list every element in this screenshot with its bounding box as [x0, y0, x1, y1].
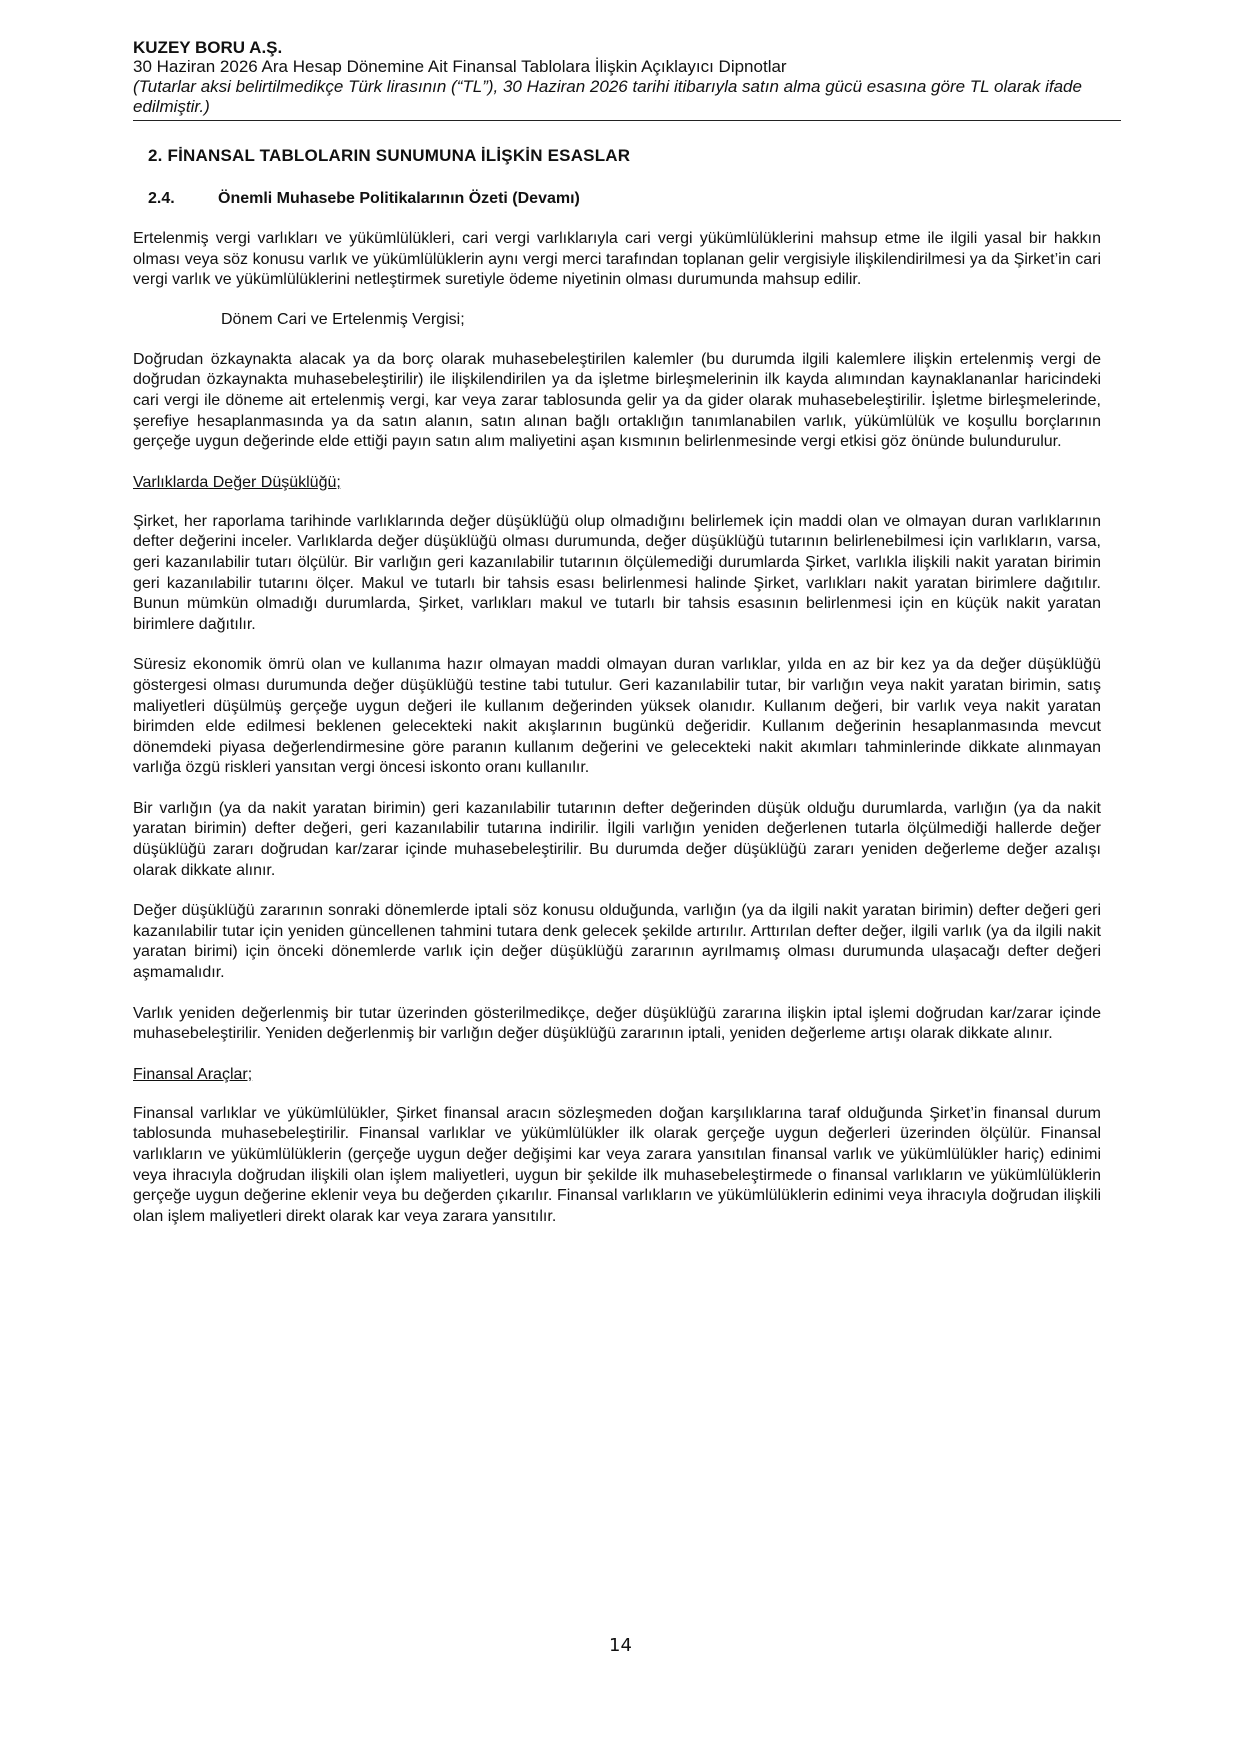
paragraph-impairment-3: Bir varlığın (ya da nakit yaratan birimin) geri kazanılabilir tutarının defter değerinden düşük olduğu durumlarda, varlığın (ya da nakit yaratan birimin) defter değeri, geri kazanılabilir tutarına indirilir. İlgili varlığın yeniden değerlenen tutarla ölçülmediği hallerde değer düşüklüğü zararı doğrudan kar/zarar içinde muhasebeleştirilir. Bu durumda değer düşüklüğü zararı yeniden değerleme değer azalışı olarak dikkate alınır.	[133, 799, 1101, 879]
subsection-title	[148, 189, 1121, 209]
paragraph-offsetting: Ertelenmiş vergi varlıkları ve yükümlülükleri, cari vergi varlıklarıyla cari vergi yükümlülüklerini mahsup etme ile ilgili yasal bir hakkın olması veya söz konusu varlık ve yükümlülüklerin aynı vergi merci tarafından toplanan gelir vergisiyle ilişkilendirilmesi ya da Şirket’in cari vergi varlık ve yükümlülüklerini netleştirmek suretiyle ödeme niyetinin olması durumunda mahsup edilir.	[133, 230, 1101, 289]
header-divider	[133, 120, 1121, 121]
company-name: KUZEY BORU A.Ş.	[133, 38, 283, 57]
report-subtitle: 30 Haziran 2026 Ara Hesap Dönemine Ait Finansal Tablolara İlişkin Açıklayıcı Dipnotlar	[133, 57, 787, 76]
page-number: 14	[609, 1635, 632, 1656]
page-header	[133, 38, 1121, 121]
impairment-heading: Varlıklarda Değer Düşüklüğü;	[133, 473, 341, 491]
currency-note: (Tutarlar aksi belirtilmedikçe Türk lirasının (“TL”), 30 Haziran 2026 tarihi itibarıyla satın alma gücü esasına göre TL olarak ifade edilmiştir.)	[133, 77, 1082, 116]
subsection-number: 2.4.	[148, 190, 175, 207]
paragraph-impairment-1: Şirket, her raporlama tarihinde varlıklarında değer düşüklüğü olup olmadığını belirlemek için maddi olan ve olmayan duran varlıklarının defter değerini inceler. Varlıklarda değer düşüklüğü olması durumunda, değer düşüklüğü tutarının belirlenebilmesi için varlıkların, varsa, geri kazanılabilir tutarı ölçülür. Bir varlığın geri kazanılabilir tutarının ölçülemediği durumlarda Şirket, varlıkla ilişkili nakit yaratan birimin geri kazanılabilir tutarını ölçer. Makul ve tutarlı bir tahsis esası belirlenmesi halinde Şirket, varlıkları nakit yaratan birimlere dağıtılır. Bunun mümkün olmadığı durumlarda, Şirket, varlıkları makul ve tutarlı bir tahsis esasının belirlenmesi için en küçük nakit yaratan birimlere dağıtılır.	[133, 512, 1101, 633]
period-tax-label: Dönem Cari ve Ertelenmiş Vergisi;	[221, 310, 465, 328]
document-page	[133, 38, 1121, 1728]
paragraph-impairment-4: Değer düşüklüğü zararının sonraki dönemlerde iptali söz konusu olduğunda, varlığın (ya da ilgili nakit yaratan birimin) defter değeri geri kazanılabilir tutar için yeniden güncellenen tahmini tutara denk gelecek şekilde artırılır. Arttırılan defter değer, ilgili varlık (ya da ilgili nakit yaratan birimi) için önceki dönemlerde varlık için değer düşüklüğü zararının ayrılmamış olması durumunda ulaşacağı defter değeri aşmamalıdır.	[133, 902, 1101, 982]
paragraph-impairment-2: Süresiz ekonomik ömrü olan ve kullanıma hazır olmayan maddi olmayan duran varlıklar, yılda en az bir kez ya da değer düşüklüğü göstergesi olması durumunda değer düşüklüğü testine tabi tutulur. Geri kazanılabilir tutar, bir varlığın veya nakit yaratan birimin, satış maliyetleri düşülmüş gerçeğe uygun değeri ile kullanım değerinden yüksek olanıdır. Kullanım değeri, bir varlık veya nakit yaratan birimden elde edilmesi beklenen gelecekteki nakit akışlarının bugünkü değeridir. Kullanım değerinin hesaplanmasında mevcut dönemdeki piyasa değerlendirmesine göre paranın kullanım değerini ve gelecekteki nakit akımları tahminlerinde dikkate alınmayan varlığa özgü riskleri yansıtan vergi öncesi iskonto oranı kullanılır.	[133, 656, 1101, 777]
financial-instruments-heading: Finansal Araçlar;	[133, 1065, 253, 1083]
paragraph-impairment-5: Varlık yeniden değerlenmiş bir tutar üzerinden gösterilmedikçe, değer düşüklüğü zararına ilişkin iptal işlemi doğrudan kar/zarar içinde muhasebeleştirilir. Yeniden değerlenmiş bir varlığın değer düşüklüğü zararının iptali, yeniden değerleme artışı olarak dikkate alınır.	[133, 1004, 1101, 1043]
section-title: 2. FİNANSAL TABLOLARIN SUNUMUNA İLİŞKİN ESASLAR	[148, 146, 631, 165]
subsection-title-text: Önemli Muhasebe Politikalarının Özeti (Devamı)	[218, 190, 580, 207]
paragraph-period-tax: Doğrudan özkaynakta alacak ya da borç olarak muhasebeleştirilen kalemler (bu durumda ilgili kalemlere ilişkin ertelenmiş vergi de doğrudan özkaynakta muhasebeleştirilir) ile ilişkilendirilen ya da işletme birleşmelerinin ilk kayda alımından kaynaklananlar haricindeki cari vergi ile döneme ait ertelenmiş vergi, kar veya zarar tablosunda gelir ya da gider olarak muhasebeleştirilir. İşletme birleşmelerinde, şerefiye hesaplanmasında ya da satın alanın, satın alınan bağlı ortaklığın tanımlanabilen varlık, yükümlülük ve koşullu borçlarının gerçeğe uygun değerinde elde ettiği payın satın alım maliyetini aşan kısmının belirlenmesinde vergi etkisi göz önünde bulundurulur.	[133, 350, 1101, 451]
paragraph-financial-1: Finansal varlıklar ve yükümlülükler, Şirket finansal aracın sözleşmeden doğan karşılıklarına taraf olduğunda Şirket’in finansal durum tablosunda muhasebeleştirilir. Finansal varlıklar ve yükümlülükler ilk olarak gerçeğe uygun değerleri üzerinden ölçülür. Finansal varlıkların ve yükümlülüklerin (gerçeğe uygun değer değişimi kar veya zarara yansıtılan finansal varlık ve yükümlülükler hariç) edinimi veya ihracıyla doğrudan ilişkili olan işlem maliyetleri, uygun bir şekilde ilk muhasebeleştirmede o finansal varlıkların ve yükümlülüklerin gerçeğe uygun değerine eklenir veya bu değerden çıkarılır. Finansal varlıkların ve yükümlülüklerin edinimi veya ihracıyla doğrudan ilişkili olan işlem maliyetleri direkt olarak kar veya zarara yansıtılır.	[133, 1104, 1101, 1225]
